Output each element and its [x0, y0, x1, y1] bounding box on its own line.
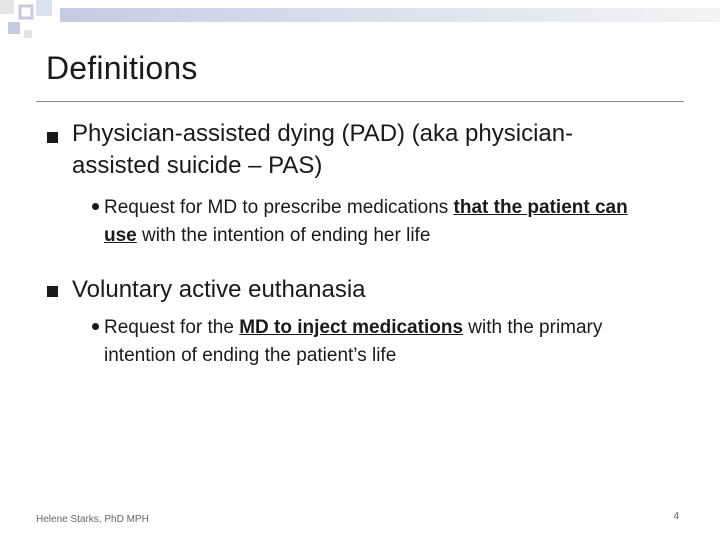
slide-title: Definitions [46, 50, 198, 86]
square-bullet-icon [47, 286, 58, 297]
bullet-item-pad [72, 118, 682, 182]
page-number: 4 [673, 511, 679, 522]
footer-author: Helene Starks, PhD MPH [36, 514, 149, 525]
header-decoration [0, 0, 720, 48]
sub-item-euthanasia-emphasis: MD to inject medications [239, 317, 464, 338]
bullet-item-euthanasia: Voluntary active euthanasia [72, 276, 366, 303]
sub-item-euthanasia-post: with the primary intention of ending the patient’s life [104, 317, 603, 366]
sub-item-pad-emphasis: that the patient can use [104, 197, 628, 246]
round-bullet-icon [92, 203, 99, 210]
sub-item-pad [104, 194, 664, 250]
sub-item-pad-post: with the intention of ending her life [136, 225, 431, 246]
square-bullet-icon [47, 132, 58, 143]
round-bullet-icon [92, 323, 99, 330]
title-divider [36, 101, 684, 102]
bullet-item-pad-line2: assisted suicide – PAS) [72, 152, 323, 179]
bullet-item-pad-line1: Physician-assisted dying (PAD) (aka physician- [72, 120, 574, 147]
sub-item-pad-pre: Request for MD to prescribe medications [104, 197, 454, 218]
sub-item-euthanasia [104, 314, 664, 370]
sub-item-euthanasia-pre: Request for the [104, 317, 240, 338]
